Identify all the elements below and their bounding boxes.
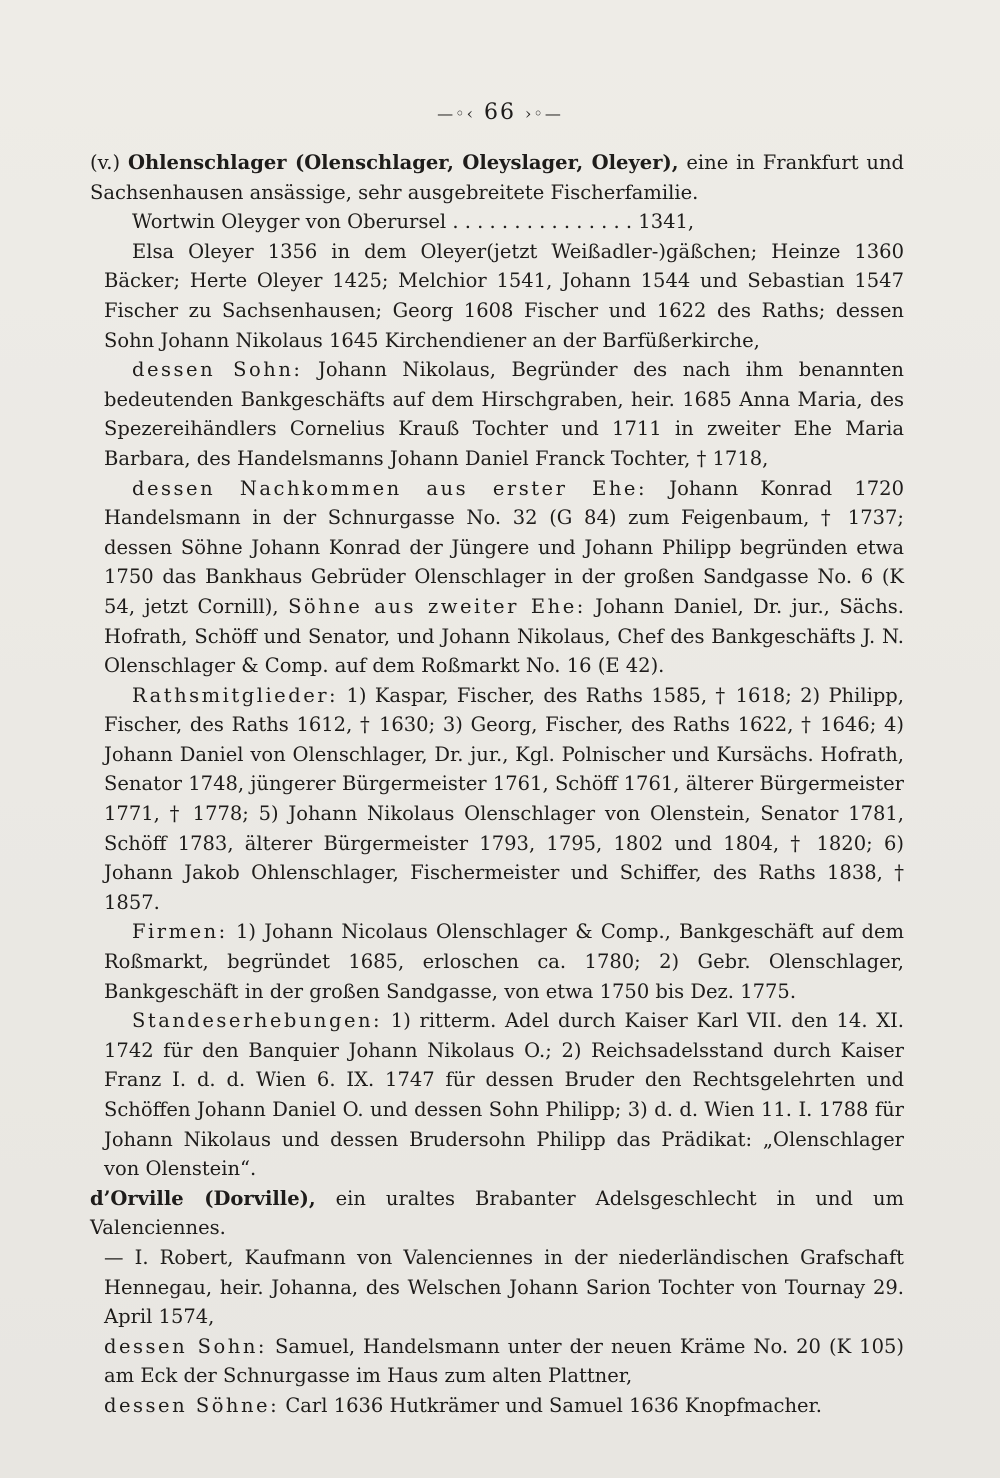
paragraph bbox=[104, 1332, 904, 1391]
paragraph-text: Elsa Oleyer 1356 in dem Oleyer(jetzt Weißadler-)gäßchen; Heinze 1360 Bäcker; Herte Oleyer 1425; Melchior 1541, Johann 1544 und Sebastian 1547 Fischer zu Sachsenhausen; Georg 1608 Fischer und 1622 des Raths; dessen Sohn Johann Nikolaus 1645 Kirchendiener an der Barfüßerkirche, bbox=[104, 239, 904, 352]
paragraph-text: Samuel, Handelsmann unter der neuen Kräme No. 20 (K 105) am Eck der Schnurgasse im Haus zum alten Plattner, bbox=[104, 1334, 904, 1388]
spaced-label: dessen Sohn: bbox=[132, 358, 303, 382]
paragraph bbox=[104, 474, 904, 681]
spaced-label: dessen Sohn: bbox=[104, 1334, 267, 1358]
paragraph bbox=[104, 237, 904, 355]
spaced-label: dessen Söhne: bbox=[104, 1393, 280, 1417]
paragraph-text: Johann Konrad 1720 Handelsmann in der Schnurgasse No. 32 (G 84) zum Feigenbaum, † 1737; dessen Söhne Johann Konrad der Jüngere und Johann Philipp begründen etwa 1750 das Bankhaus Gebrüder Olenschlager in der großen Sandgasse No. 6 (K 54, jetzt Cornill), bbox=[104, 476, 904, 618]
paragraph-text: Wortwin Oleyger von Oberursel . . . . . . . . . . . . . . . 1341, bbox=[132, 210, 695, 234]
ornament-left: —◦‹ bbox=[437, 104, 475, 123]
entry-marker: (v.) bbox=[90, 151, 121, 174]
paragraph-text: 1) Johann Nicolaus Olenschlager & Comp., Bankgeschäft auf dem Roßmarkt, begründet 1685, erloschen ca. 1780; 2) Gebr. Olenschlager, Bankgeschäft in der großen Sandgasse, von etwa 1750 bis Dez. 1775. bbox=[104, 920, 904, 1003]
entry-headword: Ohlenschlager (Olenschlager, Oleyslager, Oleyer), bbox=[127, 151, 679, 174]
spaced-label: Standeserhebungen: bbox=[132, 1009, 383, 1033]
paragraph bbox=[104, 207, 904, 237]
paragraph bbox=[104, 1391, 904, 1421]
paragraph bbox=[104, 681, 904, 918]
spaced-label: Rathsmitglieder: bbox=[132, 683, 339, 707]
spaced-label: Firmen: bbox=[132, 920, 228, 944]
paragraph-text: — I. Robert, Kaufmann von Valenciennes in der niederländischen Grafschaft Hennegau, heir. Johanna, des Welschen Johann Sarion Tochter von Tournay 29. April 1574, bbox=[104, 1245, 904, 1329]
paragraph-text: 1) Kaspar, Fischer, des Raths 1585, † 1618; 2) Philipp, Fischer, des Raths 1612, † 1630; 3) Georg, Fischer, des Raths 1622, † 1646; 4) Johann Daniel von Olenschlager, Dr. jur., Kgl. Polnischer und Kursächs. Hofrath, Senator 1748, jüngerer Bürgermeister 1761, Schöff 1761, älterer Bürgermeister 1771, † 1778; 5) Johann Nikolaus Olenschlager von Olenstein, Senator 1781, Schöff 1783, älterer Bürgermeister 1793, 1795, 1802 und 1804, † 1820; 6) Johann Jakob Ohlenschlager, Fischermeister und Schiffer, des Raths 1838, † 1857. bbox=[104, 683, 904, 914]
entry-headword: d’Orville (Dorville), bbox=[90, 1186, 316, 1210]
paragraph bbox=[104, 917, 904, 1006]
entry-intro: ein uraltes Brabanter Adelsgeschlecht in und um Valenciennes. bbox=[90, 1186, 905, 1240]
entry-intro: eine in Frankfurt und Sachsenhausen ansässige, sehr ausgebreitete Fischerfamilie. bbox=[90, 151, 904, 204]
paragraph bbox=[104, 355, 904, 473]
entry-heading-olenschlager bbox=[90, 148, 904, 207]
paragraph-text: Carl 1636 Hutkrämer und Samuel 1636 Knopfmacher. bbox=[279, 1393, 822, 1417]
paragraph bbox=[104, 1006, 904, 1184]
spaced-label: dessen Nachkommen aus erster Ehe: bbox=[132, 476, 648, 500]
ornament-right: ›◦— bbox=[525, 104, 563, 123]
spaced-label: Söhne aus zweiter Ehe: bbox=[288, 594, 586, 618]
paragraph-text: Johann Nikolaus, Begründer des nach ihm benannten bedeutenden Bankgeschäfts auf dem Hirschgraben, heir. 1685 Anna Maria, des Spezereihändlers Cornelius Krauß Tochter und 1711 in zweiter Ehe Maria Barbara, des Handelsmanns Johann Daniel Franck Tochter, † 1718, bbox=[104, 358, 904, 470]
paragraph-text: Johann Daniel, Dr. jur., Sächs. Hofrath, Schöff und Senator, und Johann Nikolaus, Chef des Bankgeschäfts J. N. Olenschlager & Comp. auf dem Roßmarkt No. 16 (E 42). bbox=[104, 594, 904, 678]
page-header bbox=[0, 100, 1000, 125]
paragraph-text: 1) ritterm. Adel durch Kaiser Karl VII. den 14. XI. 1742 für den Banquier Johann Nikolaus O.; 2) Reichsadelsstand durch Kaiser Franz I. d. d. Wien 6. IX. 1747 für dessen Bruder den Rechtsgelehrten und Schöffen Johann Daniel O. und dessen Sohn Philipp; 3) d. d. Wien 11. I. 1788 für Johann Nikolaus und dessen Brudersohn Philipp das Prädikat: „Olenschlager von Olenstein“. bbox=[104, 1009, 904, 1181]
entry-heading-dorville bbox=[90, 1184, 904, 1243]
page-number: 66 bbox=[484, 100, 516, 125]
paragraph bbox=[104, 1243, 904, 1332]
body-text bbox=[90, 148, 905, 1421]
